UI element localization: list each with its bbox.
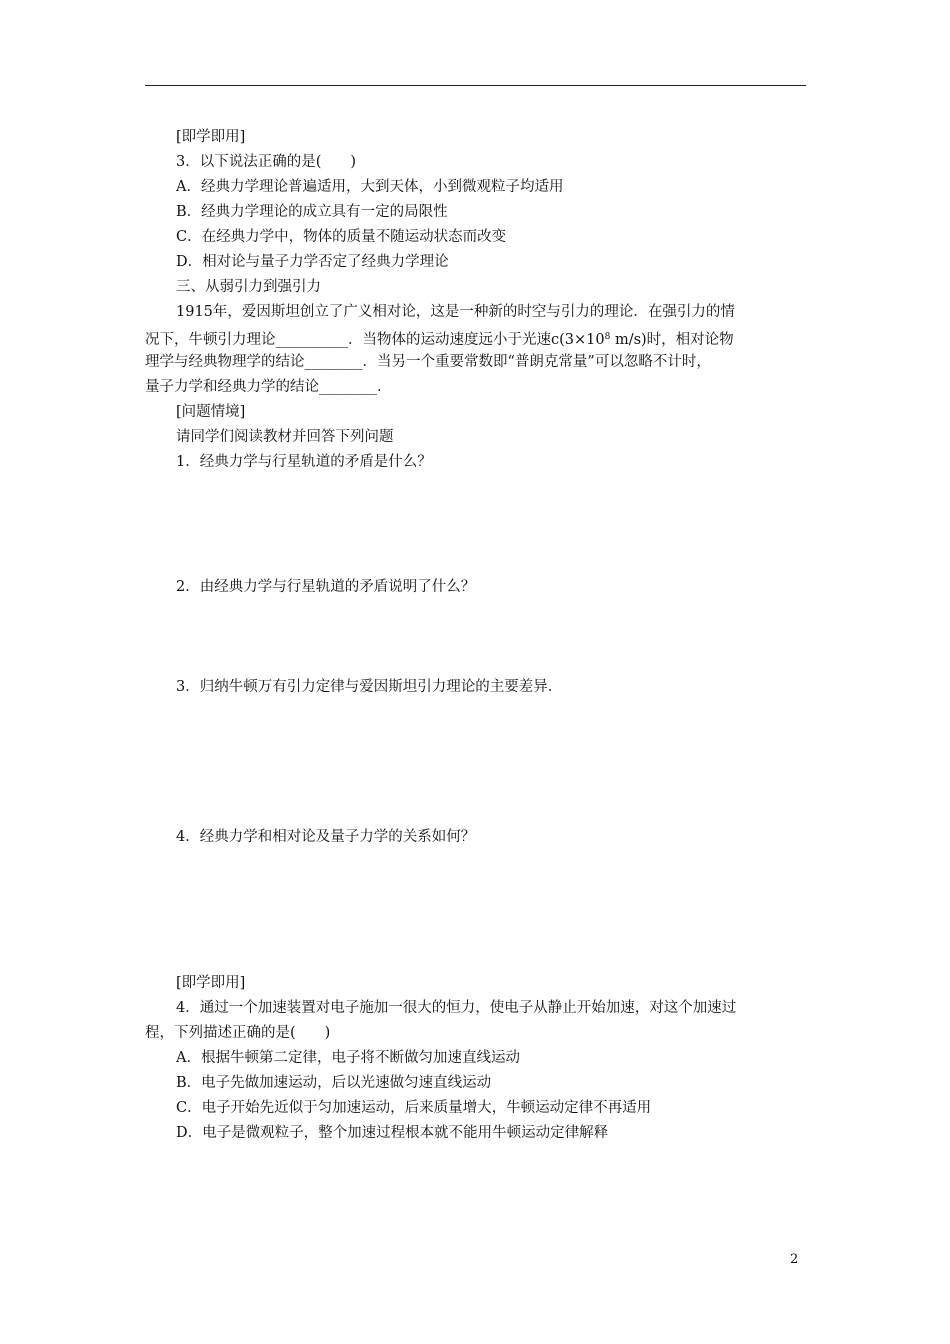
option-b: B．经典力学理论的成立具有一定的局限性 [176,204,448,220]
problem-question-2: 2．由经典力学与行星轨道的矛盾说明了什么？ [176,579,476,595]
section-heading: [问题情境] [176,404,246,420]
superscript: 8 [604,332,611,342]
paragraph-line: 理学与经典物理学的结论________．当另一个重要常数即“普朗克常量”可以忽略不计时， [145,354,711,370]
option-c: C．在经典力学中，物体的质量不随运动状态而改变 [176,229,507,245]
page-number: 2 [790,1252,799,1267]
problem-question-1: 1．经典力学与行星轨道的矛盾是什么？ [176,454,432,470]
section-heading: [即学即用] [176,975,246,991]
option-d: D．电子是微观粒子，整个加速过程根本就不能用牛顿运动定律解释 [176,1125,609,1141]
question-3: 3．以下说法正确的是( ) [176,154,357,170]
problem-question-3: 3．归纳牛顿万有引力定律与爱因斯坦引力理论的主要差异． [176,679,563,695]
problem-question-4: 4．经典力学和相对论及量子力学的关系如何？ [176,829,476,845]
header-rule [145,85,806,86]
paragraph-line [145,327,806,350]
section-heading: [即学即用] [176,129,246,145]
paragraph-text: m/s)时，相对论物 [610,332,734,348]
paragraph-line: 1915年，爱因斯坦创立了广义相对论，这是一种新的时空与引力的理论．在强引力的情 [176,304,735,320]
option-a: A．经典力学理论普遍适用，大到天体，小到微观粒子均适用 [176,179,564,195]
intro-text: 请同学们阅读教材并回答下列问题 [176,429,394,445]
option-d: D．相对论与量子力学否定了经典力学理论 [176,254,449,270]
question-4-line: 4．通过一个加速装置对电子施加一很大的恒力，使电子从静止开始加速，对这个加速过 [176,1000,737,1016]
option-b: B．电子先做加速运动，后以光速做匀速直线运动 [176,1075,492,1091]
question-4-line: 程，下列描述正确的是( ) [145,1025,331,1041]
paragraph-line: 量子力学和经典力学的结论________． [145,379,392,395]
section-title: 三、从弱引力到强引力 [176,279,321,295]
option-a: A．根据牛顿第二定律，电子将不断做匀加速直线运动 [176,1050,520,1066]
paragraph-text: 况下，牛顿引力理论__________．当物体的运动速度远小于光速c(3×10 [145,332,605,348]
option-c: C．电子开始先近似于匀加速运动，后来质量增大，牛顿运动定律不再适用 [176,1100,652,1116]
